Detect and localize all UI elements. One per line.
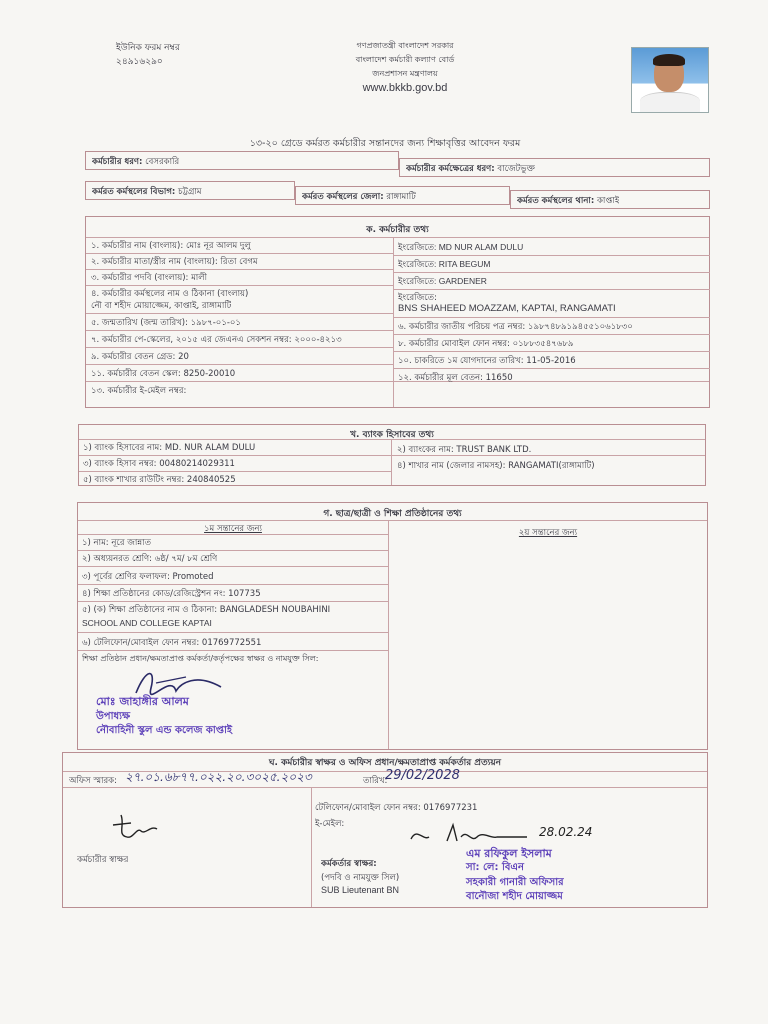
- employee-sign-label: কর্মচারীর স্বাক্ষর: [77, 855, 129, 865]
- officer-seal-label: (পদবি ও নামযুক্ত সিল): [321, 873, 400, 883]
- ka-left-5: ৫. জন্মতারিখ (জন্ম তারিখ): ১৯৮৭-০১-০১: [91, 318, 241, 328]
- ka-left-4b: নৌ বা শহীদ মোয়াজ্জেম, কাপ্তাই, রাঙ্গামাটি: [91, 301, 232, 311]
- bank-branch-name: ৪) শাখার নাম (জেলার নামসহ): RANGAMATI(রাঙ্গামাটি): [397, 461, 595, 471]
- thana-box: কর্মরত কর্মস্থলের থানা: কাপ্তাই: [510, 190, 710, 209]
- email-label: ই-মেইল:: [315, 819, 345, 829]
- ministry-line: জনপ্রশাসন মন্ত্রণালয়: [372, 69, 438, 78]
- institution-name-cont: SCHOOL AND COLLEGE KAPTAI: [82, 618, 212, 628]
- bank-account-number: ৩) ব্যাংক হিসাব নম্বর: 00480214029311: [83, 459, 235, 469]
- board-line: বাংলাদেশ কর্মচারী কল্যাণ বোর্ড: [355, 55, 455, 64]
- officer-stamp-unit: বানৌজা শহীদ মোয়াজ্জম: [466, 891, 563, 902]
- section-kha-title: খ. ব্যাংক হিসাবের তথ্য: [350, 430, 434, 440]
- section-ga-title: গ. ছাত্র/ছাত্রী ও শিক্ষা প্রতিষ্ঠানের তথ্য: [323, 509, 462, 519]
- division-box: কর্মরত কর্মস্থলের বিভাগ: চট্টগ্রাম: [85, 181, 295, 200]
- institution-stamp-title: উপাধ্যক্ষ: [96, 711, 131, 722]
- institution-sign-label: শিক্ষা প্রতিষ্ঠান প্রধান/ক্ষমতাপ্রাপ্ত কর্মকর্তা/কর্তৃপক্ষের স্বাক্ষর ও নামযুক্ত সিল:: [82, 654, 319, 663]
- ka-left-4: ৪. কর্মচারীর কর্মস্থলের নাম ও ঠিকানা (বাংলায়): [91, 289, 249, 299]
- memo-label: অফিস স্মারক:: [69, 776, 117, 786]
- section-ga-student-info: [77, 502, 708, 750]
- section-gha-title: ঘ. কর্মচারীর স্বাক্ষর ও অফিস প্রধান/ক্ষমতাপ্রাপ্ত কর্মকর্তার প্রত্যয়ন: [268, 758, 502, 768]
- institution-code: ৪) শিক্ষা প্রতিষ্ঠানের কোড/রেজিস্ট্রেশন নং: 107735: [82, 589, 261, 599]
- section-ka-employee-info: [85, 216, 710, 408]
- ka-right-12: ১২. কর্মচারীর মূল বেতন: 11650: [398, 373, 513, 383]
- ka-right-4: ইংরেজিতে:: [398, 293, 437, 303]
- ka-left-13: ১৩. কর্মচারীর ই-মেইল নম্বর:: [91, 386, 187, 396]
- institution-name: ৫) (ক) শিক্ষা প্রতিষ্ঠানের নাম ও ঠিকানা: BANGLADESH NOUBAHINI: [82, 605, 331, 615]
- ka-left-1: ১. কর্মচারীর নাম (বাংলায়): মোঃ নূর আলম দুলু: [91, 241, 251, 251]
- section-ka-title: ক. কর্মচারীর তথ্য: [366, 225, 429, 235]
- student-name: ১) নাম: নূরে জান্নাত: [82, 538, 151, 548]
- ka-left-3: ৩. কর্মচারীর পদবি (বাংলায়): মালী: [91, 273, 208, 283]
- ka-right-1: ইংরেজিতে: MD NUR ALAM DULU: [398, 242, 524, 252]
- ka-right-8: ৮. কর্মচারীর মোবাইল ফোন নম্বর: ০১৮৮৩৫৪৭৬৮৯: [398, 339, 574, 349]
- bank-account-name: ১) ব্যাংক হিসাবের নাম: MD. NUR ALAM DULU: [83, 443, 256, 453]
- ka-right-10: ১০. চাকরিতে ১ম যোগদানের তারিখ: 11-05-2016: [398, 356, 576, 366]
- second-child-heading: ২য় সন্তানের জন্য: [518, 528, 578, 538]
- officer-sign-label: কর্মকর্তার স্বাক্ষর:: [321, 859, 377, 869]
- district-box: কর্মরত কর্মস্থলের জেলা: রাঙ্গামাটি: [295, 186, 510, 205]
- ka-right-4b: BNS SHAHEED MOAZZAM, KAPTAI, RANGAMATI: [398, 303, 616, 314]
- government-line: গণপ্রজাতন্ত্রী বাংলাদেশ সরকার: [356, 41, 454, 50]
- officer-stamp-title: সহকারী গানারী অফিসার: [466, 877, 564, 888]
- ka-left-11: ১১. কর্মচারীর বেতন স্কেল: 8250-20010: [91, 369, 236, 379]
- form-title: ১৩-২০ গ্রেডে কর্মরত কর্মচারীর সন্তানদের জন্য শিক্ষাবৃত্তির আবেদন ফরম: [249, 138, 521, 149]
- memo-value: ২৭.০১.৬৮৭৭.০২২.২০.৩০২৫.২০২৩: [125, 770, 312, 784]
- employee-signature: [107, 805, 167, 845]
- officer-rank: SUB Lieutenant BN: [321, 885, 400, 895]
- ka-left-9: ৯. কর্মচারীর বেতন গ্রেড: 20: [91, 352, 189, 362]
- section-gha-attestation: [62, 752, 708, 908]
- previous-result: ৩) পূর্বের শ্রেণির ফলাফল: Promoted: [82, 572, 214, 582]
- form-number-label: ইউনিক ফরম নম্বর: [116, 43, 180, 53]
- officer-sign-date: 28.02.24: [539, 825, 593, 839]
- institution-stamp-name: মোঃ জাহাঙ্গীর আলম: [96, 695, 189, 708]
- website-link[interactable]: www.bkkb.gov.bd: [362, 82, 448, 94]
- date-label: তারিখ:: [363, 776, 388, 786]
- employee-photo: [631, 47, 709, 113]
- officer-stamp-name: এম রফিকুল ইসলাম: [466, 847, 552, 860]
- date-value: 29/02/2028: [385, 768, 460, 783]
- ka-left-2: ২. কর্মচারীর মাতা/স্ত্রীর নাম (বাংলায়): রিতা বেগম: [91, 257, 258, 267]
- section-kha-bank-info: [78, 424, 706, 486]
- ka-right-3: ইংরেজিতে: GARDENER: [398, 276, 487, 286]
- officer-signature: [407, 819, 547, 847]
- ka-left-7: ৭. কর্মচারীর পে-স্কেলের, ২০১৫ এর জেএনএ সেকশন নম্বর: ২০০০-৪২১৩: [91, 335, 342, 345]
- ka-right-6: ৬. কর্মচারীর জাতীয় পরিচয় পত্র নম্বর: ১৯৮৭৪৮৯১৯৪৫৫১০৬১৮৩০: [398, 322, 633, 332]
- workplace-type-box: কর্মচারীর কর্মক্ষেত্রের ধরণ: বাজেটভুক্ত: [399, 158, 710, 177]
- officer-stamp-rank: সা: লে: বিএন: [466, 862, 524, 873]
- ka-right-2: ইংরেজিতে: RITA BEGUM: [398, 259, 491, 269]
- bank-name: ২) ব্যাংকের নাম: TRUST BANK LTD.: [397, 445, 532, 455]
- first-child-heading: ১ম সন্তানের জন্য: [204, 524, 262, 534]
- bank-routing-number: ৫) ব্যাংক শাখার রাউটিং নম্বর: 240840525: [83, 475, 236, 485]
- phone-line: টেলিফোন/মোবাইল ফোন নম্বর: 0176977231: [315, 803, 478, 813]
- form-number: ২৪৯১৬২৯০: [116, 57, 163, 67]
- institution-stamp-school: নৌবাহিনী স্কুল এন্ড কলেজ কাপ্তাই: [96, 725, 233, 736]
- student-class: ২) অধ্যয়নরত শ্রেণি: ৬ষ্ঠ/ ৭ম/ ৮ম শ্রেণি: [82, 554, 218, 564]
- employee-type-box: কর্মচারীর ধরণ: বেসরকারি: [85, 151, 399, 170]
- institution-phone: ৬) টেলিফোন/মোবাইল ফোন নম্বর: 01769772551: [82, 638, 262, 648]
